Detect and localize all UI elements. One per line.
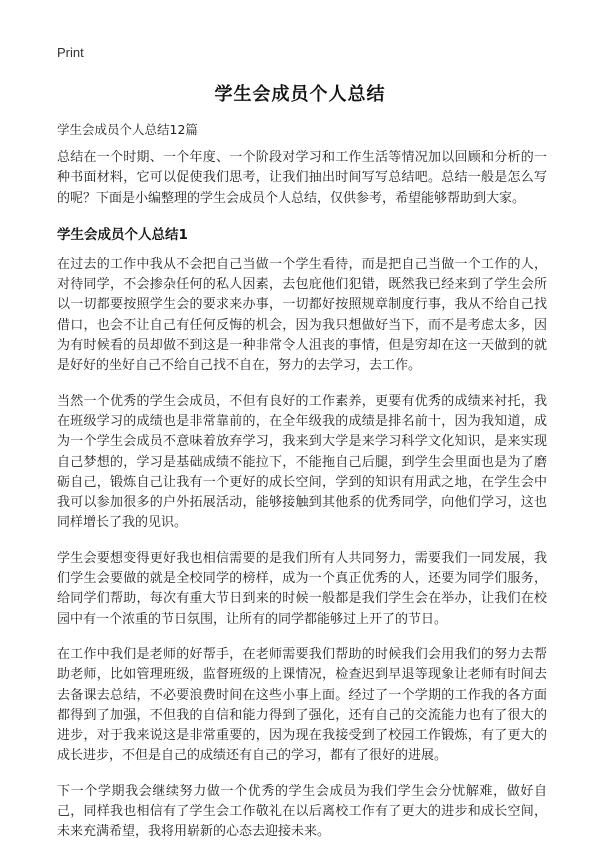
body-paragraph: 在工作中我们是老师的好帮手，在老师需要我们帮助的时候我们会用我们的努力去帮助老师，比如管理班级，监督班级的上课情况，检查迟到早退等现象让老师有时间去去备课去总结，不必要浪费时间在这些小事上面。经过了一个学期的工作我的各方面都得到了加强，不但我的自信和能力得到了强化，还有自己的交流能力也有了很大的进步，对于我来说这是非常重要的，因为现在我接受到了校园工作锻炼，有了更大的成长进步，不但是自己的成绩还有自己的学习，都有了很好的进展。: [57, 646, 547, 764]
body-paragraph: 当然一个优秀的学生会成员，不但有良好的工作素养，更要有优秀的成绩来衬托，我在班级学习的成绩也是非常靠前的，在全年级我的成绩是排名前十，因为我知道，成为一个学生会成员不意味着放弃学习，我来到大学是来学习科学文化知识，是来实现自己梦想的，学习是基础成绩不能拉下，不能拖自己后腿，到学生会里面也是为了磨砺自己，锻炼自己让我有一个更好的成长空间，学到的知识有用武之地，在学生会中我可以参加很多的户外拓展活动，能够接触到其他系的优秀同学，向他们学习，这也同样增长了我的见识。: [57, 393, 547, 531]
article-body: [57, 148, 547, 858]
body-paragraph: 学生会要想变得更好我也相信需要的是我们所有人共同努力，需要我们一同发展，我们学生会要做的就是全校同学的榜样，成为一个真正优秀的人，还要为同学们服务，给同学们帮助，每次有重大节日到来的时候一般都是我们学生会在举办，让我们在校园中有一个浓重的节日氛围，让所有的同学都能够过上开了的节日。: [57, 550, 547, 627]
document-subtitle: 学生会成员个人总结12篇: [57, 122, 198, 137]
intro-paragraph: 总结在一个时期、一个年度、一个阶段对学习和工作生活等情况加以回顾和分析的一种书面材料，它可以促使我们思考，让我们抽出时间写写总结吧。总结一般是怎么写的呢？下面是小编整理的学生会成员个人总结，仅供参考，希望能够帮助到大家。: [57, 150, 547, 206]
body-paragraph: 下一个学期我会继续努力做一个优秀的学生会成员为我们学生会分忧解难，做好自己，同样我也相信有了学生会工作敬礼在以后离校工作有了更大的进步和成长空间，未来充满希望，我将用崭新的心态去迎接未来。: [57, 783, 547, 840]
section-heading: 学生会成员个人总结1: [57, 226, 188, 243]
body-paragraph: 在过去的工作中我从不会把自己当做一个学生看待，而是把自己当做一个工作的人，对待同学，不会掺杂任何的私人因素，去包庇他们犯错，既然我已经来到了学生会所以一切都要按照学生会的要求来办事，一切都好按照规章制度行事，我从不给自己找借口，也会不让自己有任何反悔的机会，因为我只想做好当下，而不是考虑太多，因为有时候看的员却做不到这是一种非常令人沮丧的事情，但是穷却在这一天做到的就是好好的坐好自己不给自己找不自在，努力的去学习，去工作。: [57, 256, 547, 374]
print-link[interactable]: Print: [57, 45, 84, 60]
page-title: 学生会成员个人总结: [214, 84, 386, 105]
